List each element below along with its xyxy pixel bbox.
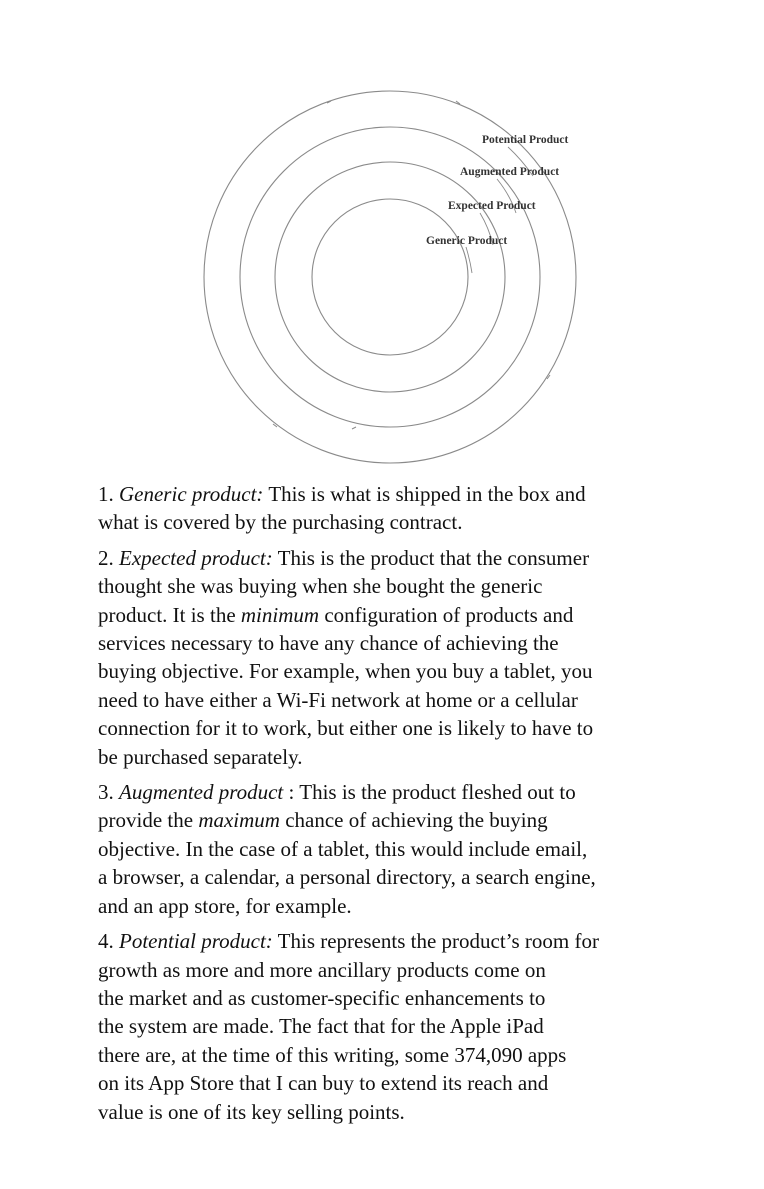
- generic-product-leader: [466, 247, 472, 273]
- product-level-list: [98, 480, 698, 1133]
- item-line: [98, 806, 698, 834]
- emphasis-text: maximum: [198, 808, 280, 833]
- item-term: Expected product:: [119, 545, 273, 570]
- item-line: [98, 544, 698, 572]
- item-text: growth as more and more ancillary products come on: [98, 957, 546, 982]
- item-number: 4.: [98, 929, 114, 954]
- list-item-expected-product: [98, 544, 698, 771]
- potential-product-label: Potential Product: [482, 134, 569, 146]
- item-number: 3.: [98, 780, 114, 805]
- item-text: on its App Store that I can buy to extend its reach and: [98, 1071, 549, 1096]
- item-line: [98, 778, 698, 806]
- emphasis-text: minimum: [240, 602, 320, 627]
- item-text: a browser, a calendar, a personal directory, a search engine,: [98, 865, 596, 890]
- item-term: Augmented product: [119, 780, 284, 805]
- item-text: and an app store, for example.: [98, 893, 352, 918]
- item-term: Potential product:: [119, 929, 273, 954]
- item-text: chance of achieving the buying: [285, 808, 548, 833]
- item-text: be purchased separately.: [98, 744, 303, 769]
- item-text: there are, at the time of this writing, some 374,090 apps: [98, 1042, 567, 1067]
- item-text: buying objective. For example, when you buy a tablet, you: [98, 659, 593, 684]
- item-text: connection for it to work, but either one is likely to have to: [98, 716, 594, 741]
- item-text: thought she was buying when she bought the generic: [98, 574, 543, 599]
- item-text: provide the: [98, 808, 194, 833]
- item-number: 2.: [98, 545, 114, 570]
- expected-product-label: Expected Product: [448, 200, 536, 212]
- item-text: the system are made. The fact that for the Apple iPad: [98, 1014, 544, 1039]
- expected-product-ring: [275, 162, 508, 392]
- item-text: configuration of products and: [324, 602, 574, 627]
- generic-product-ring: [312, 199, 468, 355]
- item-line: [98, 601, 698, 629]
- item-text: This is what is shipped in the box and: [268, 482, 586, 506]
- item-text: product. It is the: [98, 602, 236, 627]
- item-text: This represents the product’s room for: [277, 929, 599, 954]
- item-text: objective. In the case of a tablet, this would include email,: [98, 836, 588, 861]
- potential-product-ring: [204, 91, 576, 463]
- item-line: [98, 927, 698, 955]
- list-item-generic-product: [98, 480, 698, 537]
- ring-tick: [352, 427, 356, 429]
- item-text: This is the product that the consumer: [277, 545, 590, 570]
- augmented-product-label: Augmented Product: [460, 166, 560, 178]
- item-text: the market and as customer-specific enhancements to: [98, 985, 546, 1010]
- item-text: need to have either a Wi-Fi network at home or a cellular: [98, 687, 578, 712]
- item-line: [98, 480, 698, 508]
- item-number: 1.: [98, 482, 114, 506]
- item-text: value is one of its key selling points.: [98, 1099, 405, 1124]
- item-text: what is covered by the purchasing contract.: [98, 510, 463, 535]
- item-term: Generic product:: [119, 482, 264, 506]
- item-text: services necessary to have any chance of achieving the: [98, 631, 559, 656]
- list-item-augmented-product: [98, 778, 698, 920]
- generic-product-label: Generic Product: [426, 235, 508, 247]
- list-item-potential-product: [98, 927, 698, 1126]
- item-text: : This is the product fleshed out to: [288, 780, 576, 805]
- product-levels-diagram: [0, 0, 764, 480]
